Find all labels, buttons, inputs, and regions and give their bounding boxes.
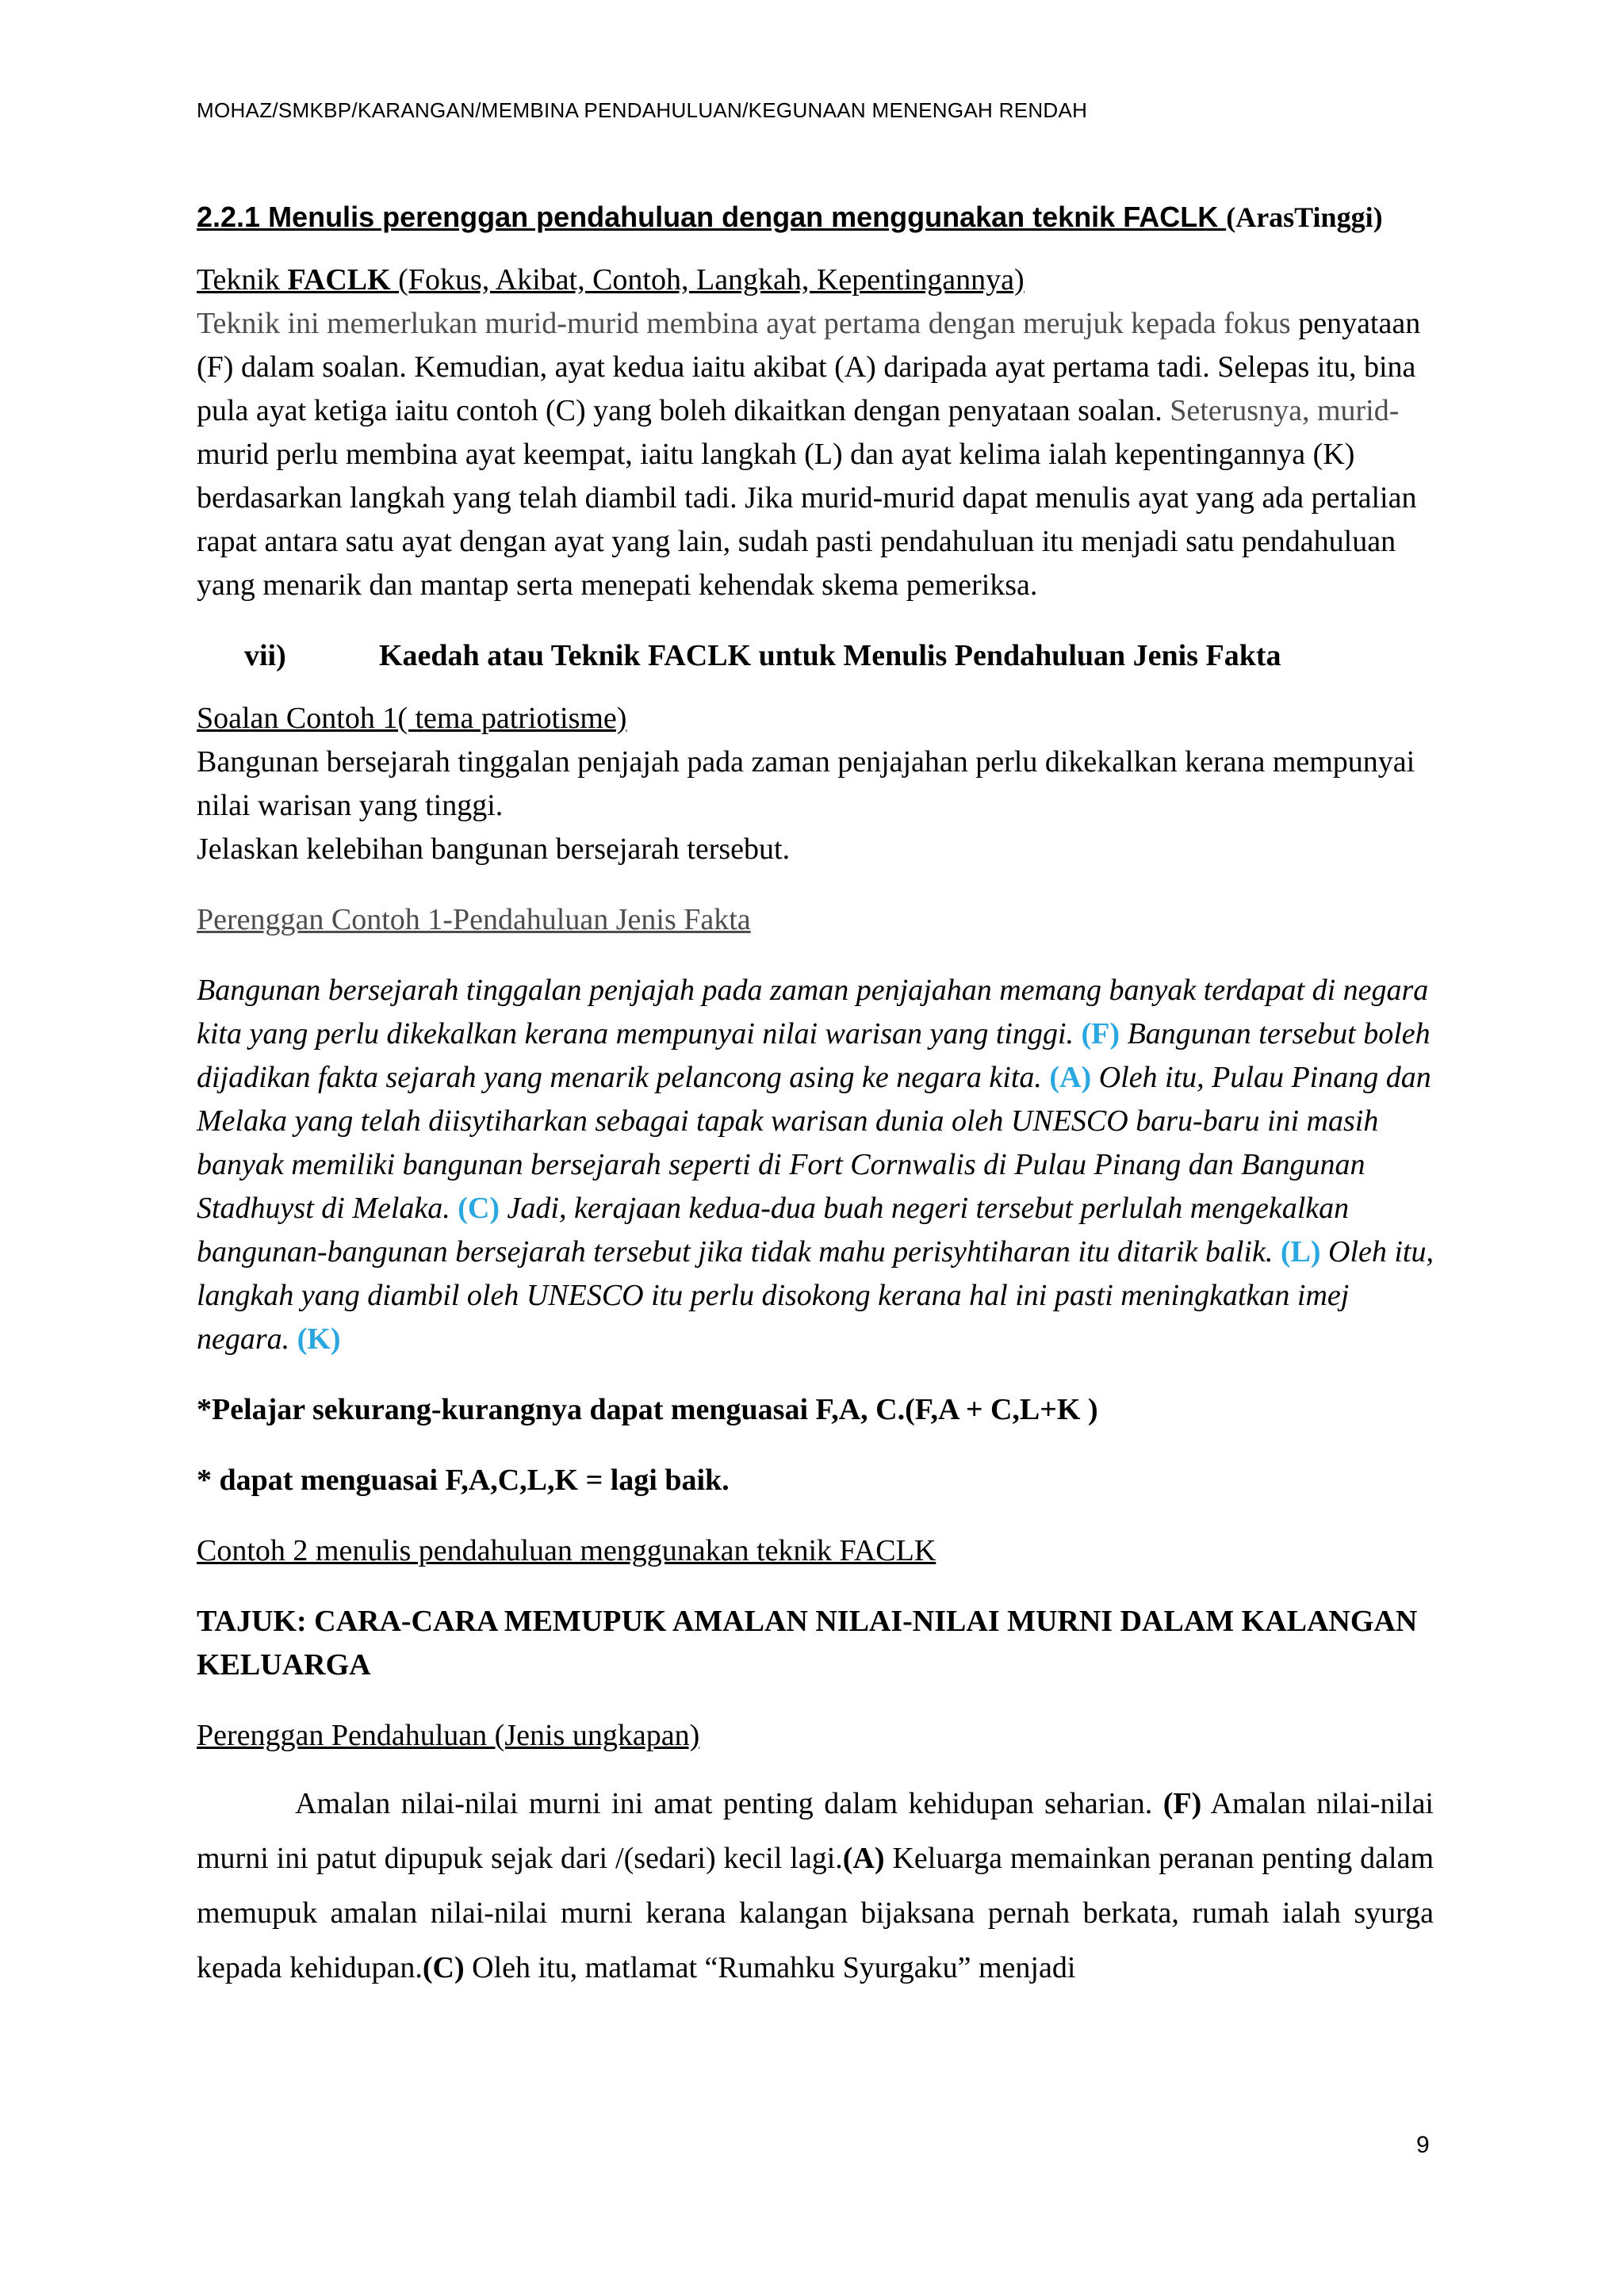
soalan-contoh-1-question: Jelaskan kelebihan bangunan bersejarah tersebut. <box>197 832 791 866</box>
soalan-contoh-1-label: Soalan Contoh 1( tema patriotisme) <box>197 702 627 735</box>
subheading-number: vii) <box>244 639 286 672</box>
running-header: MOHAZ/SMKBP/KARANGAN/MEMBINA PENDAHULUAN/KEGUNAAN MENENGAH RENDAH <box>197 98 1088 122</box>
contoh-2-tajuk: TAJUK: CARA-CARA MEMUPUK AMALAN NILAI-NILAI MURNI DALAM KALANGAN KELUARGA <box>197 1605 1418 1682</box>
perenggan-contoh-1-label: Perenggan Contoh 1-Pendahuluan Jenis Fakta <box>197 903 751 936</box>
bold-marker-f: (F) <box>1162 1787 1202 1820</box>
teknik-label: Teknik FACLK (Fokus, Akibat, Contoh, Langkah, Kepentingannya) <box>197 263 1025 297</box>
marker-l: (L) <box>1280 1235 1321 1269</box>
perenggan-contoh-1: Bangunan bersejarah tinggalan penjajah pada zaman penjajahan memang banyak terdapat di negara kita yang perlu dikekalkan kerana mempunyai nilai warisan yang tinggi. (F) Bangunan tersebut boleh dijadikan fakta sejarah yang menarik pelancong asing ke negara kita. (A) Oleh itu, Pulau Pinang dan Melaka yang telah diisytiharkan sebagai tapak warisan dunia oleh UNESCO baru-baru ini masih banyak memiliki bangunan bersejarah seperti di Fort Cornwalis di Pulau Pinang dan Bangunan Stadhuyst di Melaka. (C) Jadi, kerajaan kedua-dua buah negeri tersebut perlulah mengekalkan bangunan-bangunan bersejarah tersebut jika tidak mahu perisyhtiharan itu ditarik balik. (L) Oleh itu, langkah yang diambil oleh UNESCO itu perlu disokong kerana hal ini pasti meningkatkan imej negara. (K) <box>197 974 1434 1356</box>
note-best: * dapat menguasai F,A,C,L,K = lagi baik. <box>197 1464 730 1497</box>
marker-f: (F) <box>1081 1017 1120 1050</box>
subheading-vii <box>197 634 1434 678</box>
soalan-contoh-1-text: Bangunan bersejarah tinggalan penjajah pada zaman penjajahan perlu dikekalkan kerana mempunyai nilai warisan yang tinggi. <box>197 745 1415 822</box>
section-title: 2.2.1 Menulis perenggan pendahuluan dengan menggunakan teknik FACLK <box>197 201 1227 233</box>
marker-a: (A) <box>1049 1061 1092 1094</box>
section-heading <box>197 195 1434 239</box>
bold-marker-a: (A) <box>842 1842 885 1875</box>
page-number: 9 <box>1416 2132 1430 2158</box>
perenggan-pendahuluan: Amalan nilai-nilai murni ini amat penting dalam kehidupan seharian. (F) Amalan nilai-nilai murni ini patut dipupuk sejak dari /(sedari) kecil lagi.(A) Keluarga memainkan peranan penting dalam memupuk amalan nilai-nilai murni kerana kalangan bijaksana pernah berkata, rumah ialah syurga kepada kehidupan.(C) Oleh itu, matlamat “Rumahku Syurgaku” menjadi <box>197 1787 1434 1984</box>
marker-c: (C) <box>458 1192 500 1225</box>
bold-marker-c: (C) <box>422 1951 465 1984</box>
note-minimum: *Pelajar sekurang-kurangnya dapat menguasai F,A, C.(F,A + C,L+K ) <box>197 1393 1098 1426</box>
page-body <box>197 195 1434 1996</box>
contoh-2-label: Contoh 2 menulis pendahuluan menggunakan teknik FACLK <box>197 1534 936 1567</box>
perenggan-pendahuluan-label: Perenggan Pendahuluan (Jenis ungkapan) <box>197 1719 700 1752</box>
subheading-text: Kaedah atau Teknik FACLK untuk Menulis Pendahuluan Jenis Fakta <box>379 639 1281 672</box>
section-level: (ArasTinggi) <box>1226 201 1383 233</box>
marker-k: (K) <box>297 1322 341 1356</box>
teknik-description: Teknik ini memerlukan murid-murid membina ayat pertama dengan merujuk kepada fokus penyataan (F) dalam soalan. Kemudian, ayat kedua iaitu akibat (A) daripada ayat pertama tadi. Selepas itu, bina pula ayat ketiga iaitu contoh (C) yang boleh dikaitkan dengan penyataan soalan. Seterusnya, murid-murid perlu membina ayat keempat, iaitu langkah (L) dan ayat kelima ialah kepentingannya (K) berdasarkan langkah yang telah diambil tadi. Jika murid-murid dapat menulis ayat yang ada pertalian rapat antara satu ayat dengan ayat yang lain, sudah pasti pendahuluan itu menjadi satu pendahuluan yang menarik dan mantap serta menepati kehendak skema pemeriksa. <box>197 307 1421 602</box>
